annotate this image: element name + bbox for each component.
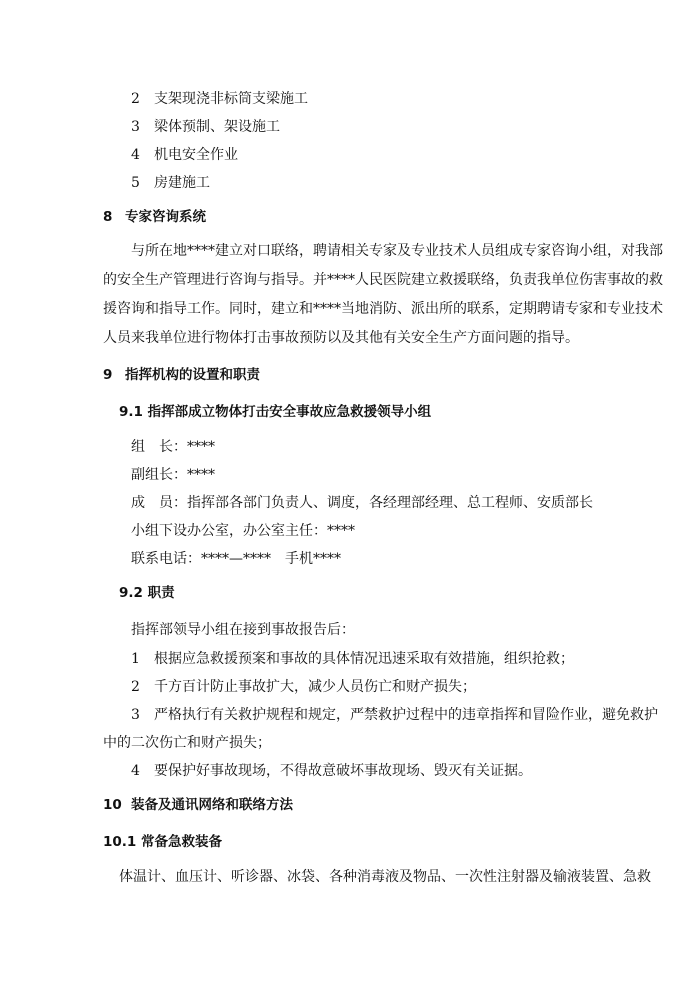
subsection-heading-9-1: 9.1 指挥部成立物体打击安全事故应急救援领导小组 bbox=[119, 404, 432, 420]
list-number: 3 bbox=[131, 119, 140, 135]
paragraph-line: 援咨询和指导工作。同时，建立和****当地消防、派出所的联系，定期聘请专家和专业技术 bbox=[103, 301, 663, 317]
list-text: 要保护好事故现场，不得故意破坏事故现场、毁灭有关证据。 bbox=[154, 763, 532, 779]
list-number: 4 bbox=[131, 147, 140, 163]
subsection-heading-10-1: 10.1 常备急救装备 bbox=[103, 834, 223, 850]
list-text: 机电安全作业 bbox=[154, 147, 238, 163]
list-text: 根据应急救援预案和事故的具体情况迅速采取有效措施，组织抢救； bbox=[154, 651, 574, 667]
list-text: 严格执行有关救护规程和规定，严禁救护过程中的违章指挥和冒险作业，避免救护 bbox=[154, 707, 658, 723]
member-line: 小组下设办公室，办公室主任：**** bbox=[131, 523, 355, 539]
member-line: 成 员：指挥部各部门负责人、调度，各经理部经理、总工程师、安质部长 bbox=[131, 495, 593, 511]
list-item bbox=[131, 146, 238, 164]
paragraph-line: 的安全生产管理进行咨询与指导。并****人民医院建立救援联络，负责我单位伤害事故的救 bbox=[103, 272, 663, 288]
duty-item-continuation: 中的二次伤亡和财产损失； bbox=[103, 735, 271, 751]
list-text: 支架现浇非标筒支梁施工 bbox=[154, 91, 308, 107]
member-line: 联系电话：****—**** 手机**** bbox=[131, 551, 341, 567]
section-heading-9 bbox=[103, 366, 260, 384]
paragraph-line: 指挥部领导小组在接到事故报告后： bbox=[131, 622, 355, 638]
duty-item bbox=[131, 706, 658, 724]
member-line: 副组长：**** bbox=[131, 467, 215, 483]
section-number: 9 bbox=[103, 367, 113, 383]
list-item bbox=[131, 174, 210, 192]
list-text: 房建施工 bbox=[154, 175, 210, 191]
section-number: 10 bbox=[103, 797, 122, 813]
list-text: 梁体预制、架设施工 bbox=[154, 119, 280, 135]
list-item bbox=[131, 90, 308, 108]
list-number: 5 bbox=[131, 175, 140, 191]
paragraph-line: 人员来我单位进行物体打击事故预防以及其他有关安全生产方面问题的指导。 bbox=[103, 330, 579, 346]
list-number: 2 bbox=[131, 679, 140, 695]
section-title: 装备及通讯网络和联络方法 bbox=[131, 797, 293, 813]
list-number: 4 bbox=[131, 763, 140, 779]
section-heading-10 bbox=[103, 796, 293, 814]
member-line: 组 长：**** bbox=[131, 439, 215, 455]
list-number: 3 bbox=[131, 707, 140, 723]
section-number: 8 bbox=[103, 209, 113, 225]
duty-item bbox=[131, 678, 476, 696]
list-number: 1 bbox=[131, 651, 140, 667]
paragraph-line: 体温计、血压计、听诊器、冰袋、各种消毒液及物品、一次性注射器及输液装置、急救 bbox=[119, 869, 651, 885]
section-title: 指挥机构的设置和职责 bbox=[125, 367, 260, 383]
subsection-heading-9-2: 9.2 职责 bbox=[119, 585, 175, 601]
duty-item bbox=[131, 650, 574, 668]
duty-item bbox=[131, 762, 532, 780]
list-text: 千方百计防止事故扩大，减少人员伤亡和财产损失； bbox=[154, 679, 476, 695]
list-number: 2 bbox=[131, 91, 140, 107]
section-heading-8 bbox=[103, 208, 206, 226]
section-title: 专家咨询系统 bbox=[125, 209, 206, 225]
paragraph-line: 与所在地****建立对口联络，聘请相关专家及专业技术人员组成专家咨询小组，对我部 bbox=[131, 243, 663, 259]
list-item bbox=[131, 118, 280, 136]
